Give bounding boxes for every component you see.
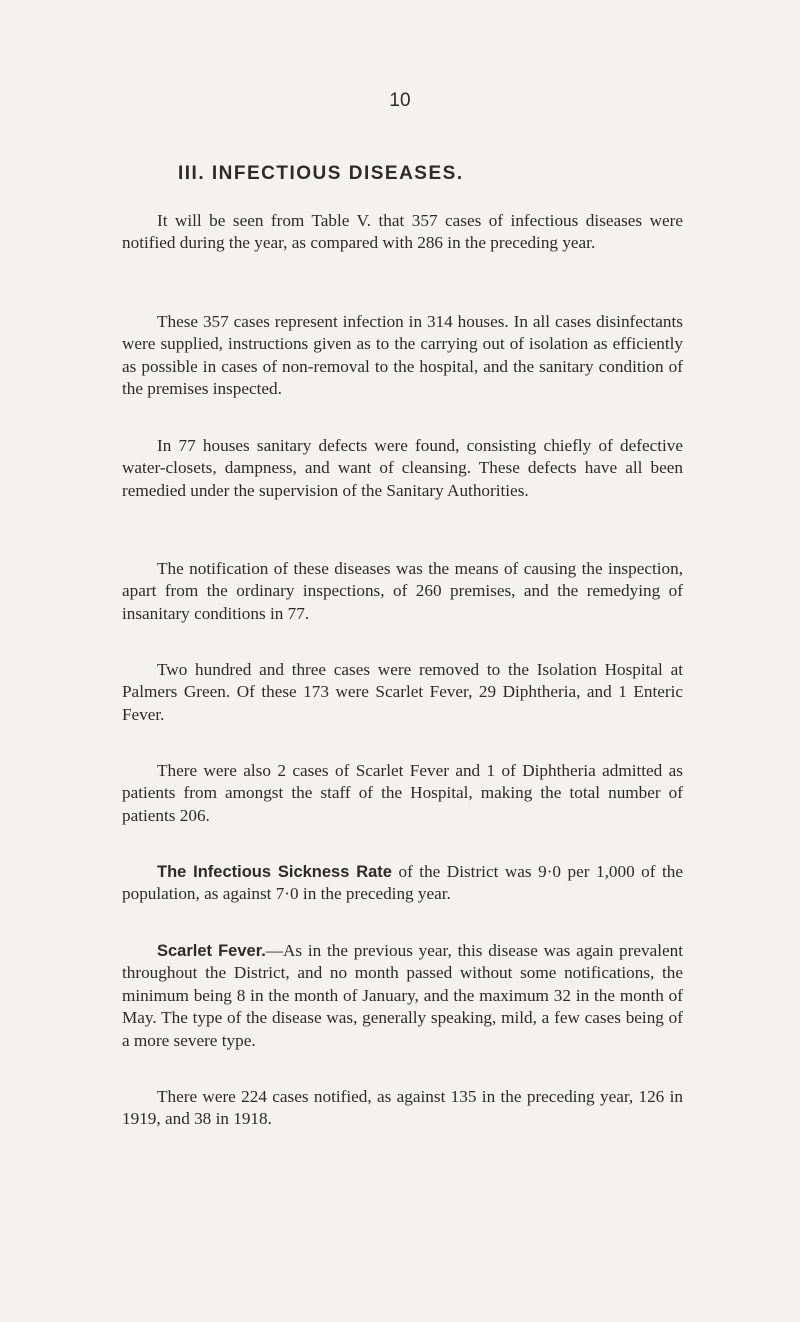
paragraph-inspections: The notification of these diseases was the means of causing the inspection, apart from the ordinary inspections, of 260 premises, and the remedying of insanitary conditions in 77. (122, 559, 683, 623)
sickness-rate-text: of the District was 9·0 per 1,000 of the population, as against 7·0 in the preceding year. (122, 862, 683, 904)
paragraph-staff-patients: There were also 2 cases of Scarlet Fever and 1 of Diphtheria admitted as patients from amongst the staff of the Hospital, making the total number of patients 206. (122, 761, 683, 825)
section-title: III. INFECTIOUS DISEASES. (178, 163, 464, 184)
paragraph-sanitary-defects: In 77 houses sanitary defects were found, consisting chiefly of defective water-closets, dampness, and want of cleansing. These defects have all been remedied under the supervision of the Sanitary Authorities. (122, 436, 683, 500)
paragraph-sickness-rate (122, 861, 683, 906)
paragraph-scarlet-fever (122, 940, 683, 1052)
page-number: 10 (389, 90, 411, 111)
scarlet-fever-heading: Scarlet Fever. (157, 942, 266, 960)
scarlet-fever-text: —As in the previous year, this disease was again prevalent throughout the District, and no month passed without some notifications, the minimum being 8 in the month of January, and the maximum 32 in the month of May. The type of the disease was, generally speaking, mild, a few cases being of a more severe type. (122, 941, 684, 1050)
sickness-rate-heading: The Infectious Sickness Rate (157, 863, 392, 881)
paragraph-isolation-hospital: Two hundred and three cases were removed to the Isolation Hospital at Palmers Green. Of these 173 were Scarlet Fever, 29 Diphtheria, and 1 Enteric Fever. (122, 660, 683, 724)
paragraph-cases-notified: It will be seen from Table V. that 357 cases of infectious diseases were notified during the year, as compared with 286 in the preceding year. (122, 211, 683, 253)
paragraph-houses-infected: These 357 cases represent infection in 314 houses. In all cases disinfectants were supplied, instructions given as to the carrying out of isolation as efficiently as possible in cases of non-removal to the hospital, and the sanitary condition of the premises inspected. (122, 312, 683, 399)
paragraph-scarlet-fever-notifications: There were 224 cases notified, as against 135 in the preceding year, 126 in 1919, and 38 in 1918. (122, 1087, 683, 1129)
